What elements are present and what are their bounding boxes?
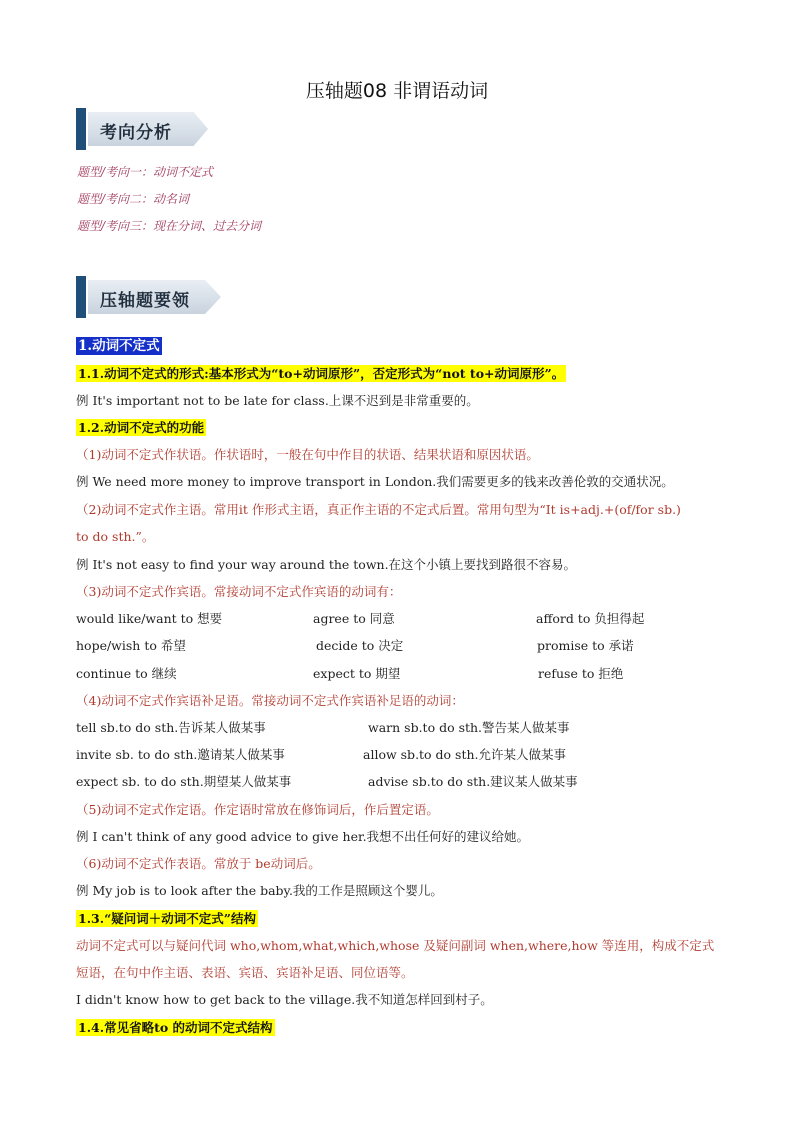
function-2: （2)动词不定式作主语。常用it 作形式主语，真正作主语的不定式后置。常用句型为“It is+adj.+(of/for sb.) [76,502,681,517]
heading-1-3: 1.3.“疑问词＋动词不定式”结构 [78,911,256,926]
verb-phrase: allow sb.to do sth.允许某人做某事 [363,747,567,762]
banner-label: 考向分析 [100,123,172,143]
function-3: （3)动词不定式作宾语。常接动词不定式作宾语的动词有： [76,584,402,599]
function-1: （1)动词不定式作状语。作状语时，一般在句中作目的状语、结果状语和原因状语。 [76,447,539,462]
verb-phrase: warn sb.to do sth.警告某人做某事 [368,720,570,735]
example-7: I didn't know how to get back to the village.我不知道怎样回到村子。 [76,992,493,1007]
paragraph-1-3-cont: 短语，在句中作主语、表语、宾语、宾语补足语、同位语等。 [76,965,414,980]
verb-item: hope/wish to 希望 [76,638,186,653]
function-6: （6)动词不定式作表语。常放于 be动词后。 [76,856,321,871]
kaoxiang-item-2: 题型/考向二：动名词 [77,192,190,206]
heading-1-4: 1.4.常见省略to 的动词不定式结构 [78,1020,273,1035]
paragraph-1-3: 动词不定式可以与疑问代词 who,whom,what,which,whose 及疑问副词 when,where,how 等连用，构成不定式 [76,938,715,953]
example-1: 例 It's important not to be late for class.上课不迟到是非常重要的。 [76,393,479,408]
section-heading-1: 1.动词不定式 [78,338,160,354]
page-title: 压轴题08 非谓语动词 [305,80,489,102]
function-2-cont: to do sth.”。 [76,529,155,544]
verb-phrase: advise sb.to do sth.建议某人做某事 [368,774,578,789]
verb-item: decide to 决定 [316,638,404,653]
verb-item: expect to 期望 [313,666,401,681]
verb-item: would like/want to 想要 [76,611,223,626]
heading-1-2: 1.2.动词不定式的功能 [78,420,205,435]
verb-phrase: expect sb. to do sth.期望某人做某事 [76,774,292,789]
function-4: （4)动词不定式作宾语补足语。常接动词不定式作宾语补足语的动词： [76,693,464,708]
heading-1-1: 1.1.动词不定式的形式:基本形式为“to+动词原形”，否定形式为“not to+动词原形”。 [78,366,565,381]
verb-item: promise to 承诺 [537,638,634,653]
kaoxiang-item-3: 题型/考向三：现在分词、过去分词 [77,219,262,233]
function-5: （5)动词不定式作定语。作定语时常放在修饰词后，作后置定语。 [76,802,439,817]
verb-phrase: tell sb.to do sth.告诉某人做某事 [76,720,266,735]
verb-phrase: invite sb. to do sth.邀请某人做某事 [76,747,285,762]
example-2: 例 We need more money to improve transport in London.我们需要更多的钱来改善伦敦的交通状况。 [76,474,674,489]
banner-label: 压轴题要领 [100,291,190,311]
section-banner-key-points [76,276,221,318]
verb-item: refuse to 拒绝 [538,666,624,681]
section-banner-analysis [76,108,208,150]
verb-item: agree to 同意 [313,611,395,626]
example-6: 例 My job is to look after the baby.我的工作是照顾这个婴儿。 [76,883,443,898]
example-3: 例 It's not easy to find your way around the town.在这个小镇上要找到路很不容易。 [76,557,577,572]
kaoxiang-item-1: 题型/考向一：动词不定式 [77,165,214,179]
example-5: 例 I can't think of any good advice to give her.我想不出任何好的建议给她。 [76,829,530,844]
verb-item: afford to 负担得起 [536,611,645,626]
verb-item: continue to 继续 [76,666,177,681]
